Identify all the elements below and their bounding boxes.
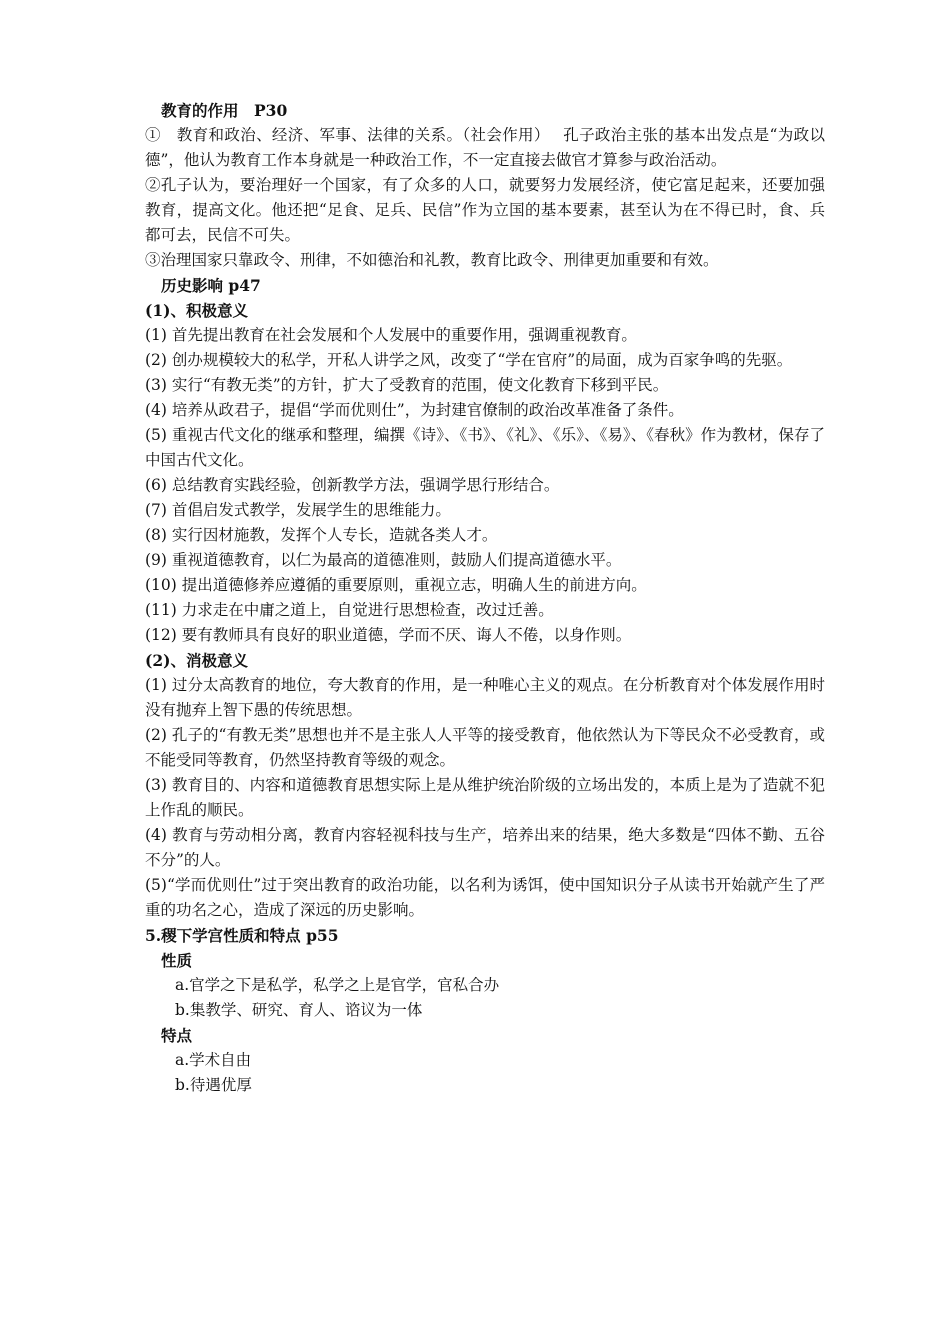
document-page — [145, 98, 825, 1098]
positive-item: (11) 力求走在中庸之道上，自觉进行思想检查，改过迁善。 — [145, 601, 554, 619]
role-item: ① 教育和政治、经济、军事、法律的关系。（社会作用） 孔子政治主张的基本出发点是“为政以德”，他认为教育工作本身就是一种政治工作，不一定直接去做官才算参与政治活动。 — [145, 126, 825, 169]
negative-item: (2) 孔子的“有教无类”思想也并不是主张人人平等的接受教育，他依然认为下等民众不必受教育，或不能受同等教育，仍然坚持教育等级的观念。 — [145, 726, 825, 769]
heading-role-of-education: 教育的作用 P30 — [161, 101, 288, 120]
heading-historical-influence: 历史影响 p47 — [161, 276, 261, 295]
negative-item: (4) 教育与劳动相分离，教育内容轻视科技与生产，培养出来的结果，绝大多数是“四体不勤、五谷不分”的人。 — [145, 826, 825, 869]
feature-item: b.待遇优厚 — [175, 1076, 252, 1094]
positive-item: (6) 总结教育实践经验，创新教学方法，强调学思行形结合。 — [145, 476, 560, 494]
positive-significance-title: (1)、积极意义 — [145, 301, 248, 320]
positive-item: (12) 要有教师具有良好的职业道德，学而不厌、诲人不倦，以身作则。 — [145, 626, 632, 644]
negative-significance-title: (2)、消极意义 — [145, 651, 248, 670]
positive-item: (8) 实行因材施教，发挥个人专长，造就各类人才。 — [145, 526, 498, 544]
role-item: ③治理国家只靠政令、刑律，不如德治和礼教，教育比政令、刑律更加重要和有效。 — [145, 251, 719, 269]
negative-item: (5)“学而优则仕”过于突出教育的政治功能，以名利为诱饵，使中国知识分子从读书开始就产生了严重的功名之心，造成了深远的历史影响。 — [145, 876, 825, 919]
nature-item: b.集教学、研究、育人、谘议为一体 — [175, 1001, 423, 1019]
features-title: 特点 — [161, 1026, 193, 1045]
negative-item: (1) 过分太高教育的地位，夸大教育的作用，是一种唯心主义的观点。在分析教育对个体发展作用时没有抛弃上智下愚的传统思想。 — [145, 676, 825, 719]
role-item: ②孔子认为，要治理好一个国家，有了众多的人口，就要努力发展经济，使它富足起来，还要加强教育，提高文化。他还把“足食、足兵、民信”作为立国的基本要素，甚至认为在不得已时，食、兵都可去，民信不可失。 — [145, 176, 825, 244]
heading-jixia-academy: 5.稷下学宫性质和特点 p55 — [145, 926, 339, 945]
positive-item: (7) 首倡启发式教学，发展学生的思维能力。 — [145, 501, 451, 519]
positive-item: (4) 培养从政君子，提倡“学而优则仕”，为封建官僚制的政治改革准备了条件。 — [145, 401, 684, 419]
negative-item: (3) 教育目的、内容和道德教育思想实际上是从维护统治阶级的立场出发的，本质上是为了造就不犯上作乱的顺民。 — [145, 776, 825, 819]
nature-item: a.官学之下是私学，私学之上是官学，官私合办 — [175, 976, 500, 994]
positive-item: (1) 首先提出教育在社会发展和个人发展中的重要作用，强调重视教育。 — [145, 326, 637, 344]
positive-item: (10) 提出道德修养应遵循的重要原则，重视立志，明确人生的前进方向。 — [145, 576, 647, 594]
feature-item: a.学术自由 — [175, 1051, 252, 1069]
positive-item: (2) 创办规模较大的私学，开私人讲学之风，改变了“学在官府”的局面，成为百家争鸣的先驱。 — [145, 351, 793, 369]
nature-title: 性质 — [161, 951, 193, 970]
positive-item: (5) 重视古代文化的继承和整理，编撰《诗》、《书》、《礼》、《乐》、《易》、《春秋》作为教材，保存了中国古代文化。 — [145, 426, 825, 469]
positive-item: (9) 重视道德教育，以仁为最高的道德准则，鼓励人们提高道德水平。 — [145, 551, 622, 569]
positive-item: (3) 实行“有教无类”的方针，扩大了受教育的范围，使文化教育下移到平民。 — [145, 376, 669, 394]
